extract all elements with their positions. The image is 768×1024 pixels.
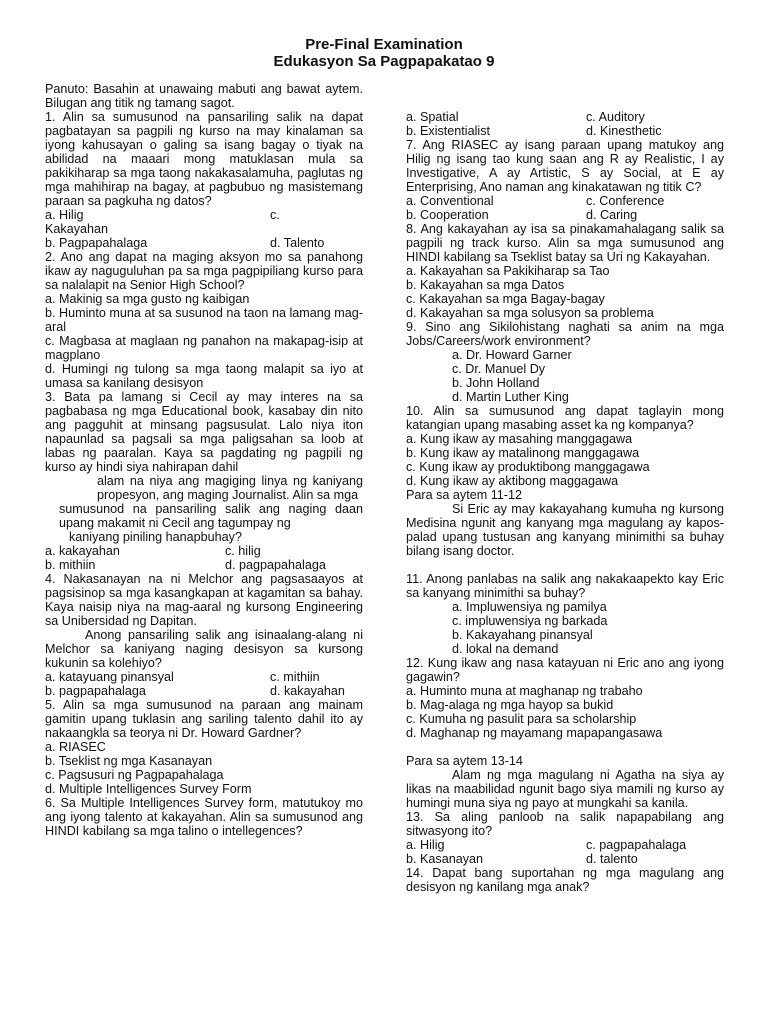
q3-option-b: b. mithiin — [45, 558, 96, 572]
question-5: 5. Alin sa mga sumusunod na paraan ang mainam gamitin upang tuklasin ang sariling talento dahil ito ay nakaangkla sa teorya ni Dr. Howard Gardner? — [45, 698, 363, 740]
q13-option-c: c. pagpapahalaga — [586, 838, 687, 852]
q12-option-a: a. Huminto muna at maghanap ng trabaho — [406, 684, 643, 698]
q13-option-d: d. talento — [586, 852, 638, 866]
q1-option-c-text: Kakayahan — [45, 222, 109, 236]
q7-options-ac — [406, 194, 724, 208]
question-2: 2. Ano ang dapat na maging aksyon mo sa panahong ikaw ay naguguluhan pa sa mga pagpipiliang kurso para sa nalalapit na Senior High School? — [45, 250, 363, 292]
q3-options-ac — [45, 544, 363, 558]
q13-option-a: a. Hilig — [406, 838, 445, 852]
question-4: 4. Nakasanayan na ni Melchor ang pagsasaayos at pagsisinop sa mga kasangkapan at kagamitan sa bahay. Kaya naisip niya na mag-aaral ng kursong Engineering sa Unibersidad ng Dapitan. — [45, 572, 363, 628]
q3-option-d: d. pagpapahalaga — [225, 558, 326, 572]
q12-option-c: c. Kumuha ng pasulit para sa scholarship — [406, 712, 637, 726]
q12-option-b: b. Mag-alaga ng mga hayop sa bukid — [406, 698, 614, 712]
q8-option-c: c. Kakayahan sa mga Bagay-bagay — [406, 292, 605, 306]
q9-option-d: d. Martin Luther King — [452, 390, 569, 404]
q2-option-b: b. Huminto muna at sa susunod na taon na lamang mag-aral — [45, 306, 363, 334]
q3-option-c: c. hilig — [225, 544, 261, 558]
q1-option-a: a. Hilig — [45, 208, 84, 222]
q5-option-b: b. Tseklist ng mga Kasanayan — [45, 754, 213, 768]
q2-option-a: a. Makinig sa mga gusto ng kaibigan — [45, 292, 250, 306]
question-3-cont3: kaniyang piniling hanapbuhay? — [69, 530, 242, 544]
question-9: 9. Sino ang Sikilohistang naghati sa anim na mga Jobs/Careers/work environment? — [406, 320, 724, 348]
q6-options-ac — [406, 110, 724, 124]
q13-options-bd — [406, 852, 724, 866]
q4-options-bd — [45, 684, 363, 698]
q7-option-d: d. Caring — [586, 208, 638, 222]
question-1: 1. Alin sa sumusunod na pansariling salik na dapat pagbatayan sa pagpili ng kurso na may kinalaman sa iyong kahusayan o galing sa isang bagay o tiyak na abilidad na maaari mong matuklasan mula sa pakikiharap sa mga taong nakakasalamuha, paglutas ng mga mahihirap na bagay, at pagbubuo ng masistemang paraan sa pagkuha ng datos? — [45, 110, 363, 208]
q1-option-d: d. Talento — [270, 236, 325, 250]
q9-option-b: b. John Holland — [452, 376, 540, 390]
q11-option-a: a. Impluwensiya ng pamilya — [452, 600, 607, 614]
exam-subtitle: Edukasyon Sa Pagpapakatao 9 — [273, 53, 495, 70]
q2-option-c: c. Magbasa at maglaan ng panahon na makapag-isip at magplano — [45, 334, 363, 362]
question-3-cont: alam na niya ang magiging linya ng kaniyang propesyon, ang maging Journalist. Alin sa mga — [97, 474, 363, 502]
q5-option-a: a. RIASEC — [45, 740, 106, 754]
q13-options-ac — [406, 838, 724, 852]
question-7: 7. Ang RIASEC ay isang paraan upang matukoy ang Hilig ng isang tao kung saan ang R ay Realistic, I ay Investigative, A ay Artistic, S ay Social, at E ay Enterprising, Ano naman ang kinakatawan ng titik C? — [406, 138, 724, 194]
q11-option-d: d. lokal na demand — [452, 642, 559, 656]
q10-option-b: b. Kung ikaw ay matalinong manggagawa — [406, 446, 640, 460]
q7-option-c: c. Conference — [586, 194, 665, 208]
q6-option-d: d. Kinesthetic — [586, 124, 662, 138]
q2-option-d: d. Humingi ng tulong sa mga taong malapit sa iyo at umasa sa kanilang desisyon — [45, 362, 363, 390]
q1-option-c: c. — [270, 208, 280, 222]
q4-option-b: b. pagpapahalaga — [45, 684, 146, 698]
q13-option-b: b. Kasanayan — [406, 852, 484, 866]
q7-option-a: a. Conventional — [406, 194, 494, 208]
q11-option-c: c. impluwensiya ng barkada — [452, 614, 608, 628]
question-14: 14. Dapat bang suportahan ng mga magulang ang desisyon ng kanilang mga anak? — [406, 866, 724, 894]
question-13: 13. Sa aling panloob na salik napapabilang ang sitwasyong ito? — [406, 810, 724, 838]
q4-options-ac — [45, 670, 363, 684]
question-11: 11. Anong panlabas na salik ang nakakaapekto kay Eric sa kanyang minimithi sa buhay? — [406, 572, 724, 600]
q4-option-c: c. mithiin — [270, 670, 320, 684]
q3-option-a: a. kakayahan — [45, 544, 120, 558]
q10-option-a: a. Kung ikaw ay masahing manggagawa — [406, 432, 633, 446]
q7-option-b: b. Cooperation — [406, 208, 489, 222]
q4-option-a: a. katayuang pinansyal — [45, 670, 174, 684]
q5-option-c: c. Pagsusuri ng Pagpapahalaga — [45, 768, 224, 782]
q4-option-d: d. kakayahan — [270, 684, 345, 698]
q5-option-d: d. Multiple Intelligences Survey Form — [45, 782, 252, 796]
passage-11-12: Si Eric ay may kakayahang kumuha ng kursong Medisina ngunit ang kanyang mga magulang ay kapos-palad upang tustusan ang kanyang minimithi sa buhay bilang isang doctor. — [406, 502, 724, 558]
question-8: 8. Ang kakayahan ay isa sa pinakamahalagang salik sa pagpili ng track kurso. Alin sa mga sumusunod ang HINDI kabilang sa Tseklist batay sa Uri ng Kakayahan. — [406, 222, 724, 264]
question-3: 3. Bata pa lamang si Cecil ay may interes na sa pagbabasa ng mga Educational book, kasabay din nito ang pagguhit at minsang pagsusulat. Lalo niya iton napaunlad sa pagsali sa mga paligsahan sa loob at labas ng paaralan. Kaya sa pagdating ng pagpili ng kurso ay hindi siya nahirapan dahil — [45, 390, 363, 474]
question-6: 6. Sa Multiple Intelligences Survey form, matutukoy mo ang iyong talento at kakayahan. Alin sa sumusunod ang HINDI kabilang sa mga talino o intellegences? — [45, 796, 363, 838]
q6-options-bd — [406, 124, 724, 138]
question-10: 10. Alin sa sumusunod ang dapat taglayin mong katangian upang masabing asset ka ng kompanya? — [406, 404, 724, 432]
q1-options-bd — [45, 236, 363, 250]
q6-option-a: a. Spatial — [406, 110, 459, 124]
passage-13-14: Alam ng mga magulang ni Agatha na siya ay likas na maabilidad ngunit bago siya mamili ng kurso ay humingi muna siya ng payo at mungkahi sa kanila. — [406, 768, 724, 810]
q10-option-c: c. Kung ikaw ay produktibong manggagawa — [406, 460, 650, 474]
q12-option-d: d. Maghanap ng mayamang mapapangasawa — [406, 726, 663, 740]
q1-options-ac — [45, 208, 363, 222]
q10-option-d: d. Kung ikaw ay aktibong maggagawa — [406, 474, 619, 488]
q7-options-bd — [406, 208, 724, 222]
q8-option-b: b. Kakayahan sa mga Datos — [406, 278, 565, 292]
para-11-12-label: Para sa aytem 11-12 — [406, 488, 522, 502]
spacer — [406, 740, 724, 754]
q9-option-c: c. Dr. Manuel Dy — [452, 362, 546, 376]
q3-options-bd — [45, 558, 363, 572]
exam-title: Pre-Final Examination — [305, 36, 463, 53]
exam-header — [0, 36, 768, 70]
right-column — [406, 110, 724, 894]
q6-option-b: b. Existentialist — [406, 124, 490, 138]
question-4-cont: Anong pansariling salik ang isinaalang-alang ni Melchor sa kaniyang naging desisyon sa kursong kukunin sa kolehiyo? — [45, 628, 363, 670]
q9-option-a: a. Dr. Howard Garner — [452, 348, 572, 362]
left-column — [45, 82, 363, 838]
question-3-cont2: sumusunod na pansariling salik ang naging daan upang makamit ni Cecil ang tagumpay ng — [59, 502, 363, 530]
question-12: 12. Kung ikaw ang nasa katayuan ni Eric ano ang iyong gagawin? — [406, 656, 724, 684]
para-13-14-label: Para sa aytem 13-14 — [406, 754, 523, 768]
q11-option-b: b. Kakayahang pinansyal — [452, 628, 593, 642]
q6-option-c: c. Auditory — [586, 110, 645, 124]
q8-option-d: d. Kakayahan sa mga solusyon sa problema — [406, 306, 654, 320]
instructions: Panuto: Basahin at unawaing mabuti ang bawat aytem. Bilugan ang titik ng tamang sagot. — [45, 82, 363, 110]
q8-option-a: a. Kakayahan sa Pakikiharap sa Tao — [406, 264, 610, 278]
q1-option-b: b. Pagpapahalaga — [45, 236, 148, 250]
spacer — [406, 558, 724, 572]
